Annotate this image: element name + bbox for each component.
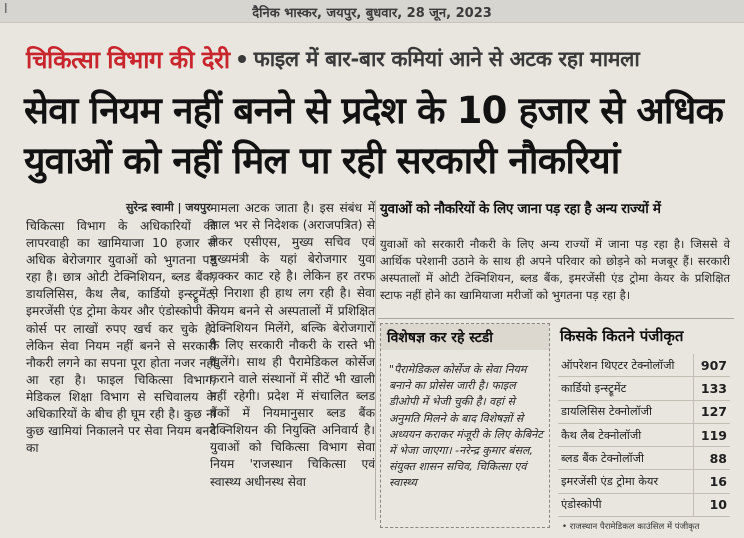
masthead-dateline: दैनिक भास्कर, जयपुर, बुधवार, 28 जून, 2023 xyxy=(252,6,492,21)
kicker-text: फाइल में बार-बार कमियां आने से अटक रहा मामला xyxy=(253,47,640,71)
masthead-bar xyxy=(0,0,744,23)
expert-box xyxy=(380,323,550,528)
registrations-heading: किसके कितने पंजीकृत xyxy=(560,327,684,345)
course-name: ब्लड बैंक टेक्नोलॉजी xyxy=(558,447,694,470)
article-column-1: चिकित्सा विभाग के अधिकारियों की लापरवाही का खामियाजा 10 हजार से अधिक बेरोजगार युवाओं को भुगतना पड़ रहा है। छात्र ओटी टेक्निशियन, ब्लड बैंक, डायलिसिस, कैथ लैब, कार्डियो इन्स्ट्रूमेंट, इमरजेंसी एंड ट्रोमा केयर और एंडोस्कोपी के कोर्स पर लाखों रुपए खर्च कर चुके है। लेकिन सेवा नियम नहीं बनने से सरकारी नौकरी लगने का सपना पूरा होता नजर नहीं आ रहा है। फाइल चिकित्सा विभाग, मेडिकल शिक्षा विभाग से सचिवालय के अधिकारियों के बीच ही घूम रही है। कुछ ना कुछ खामियां निकालने पर सेवा नियम बनने का xyxy=(26,219,216,456)
course-name: डायलिसिस टेक्नोलॉजी xyxy=(558,400,694,423)
registrations-note: • राजस्थान पैरामेडिकल काउंसिल में पंजीकृत xyxy=(562,522,700,533)
column-divider xyxy=(375,200,376,520)
table-row xyxy=(558,470,730,493)
expert-quote: "पैरामेडिकल कोर्सेज के सेवा नियम बनाने का प्रोसेस जारी है। फाइल डीओपी में भेजी चुकी है। वहां से अनुमति मिलने के बाद विशेषज्ञों से अध्ययन कराकर मंजूरी के लिए केबिनेट में भेजा जाएगा। -नरेन्द्र कुमार बंसल, संयुक्त शासन सचिव, चिकित्सा एवं स्वास्थ्य xyxy=(389,363,543,490)
section-divider xyxy=(378,318,734,319)
kicker xyxy=(26,42,726,76)
registration-count: 88 xyxy=(694,447,731,470)
registration-count: 127 xyxy=(694,400,731,423)
article-column-2: मामला अटक जाता है। इस संबंध में साल भर से निदेशक (अराजपत्रित) से लेकर एसीएस, मुख्य सचिव एवं मुख्यमंत्री के यहां बेरोजगार युवा चक्कर काट रहे है। लेकिन हर तरफ से निराशा ही हाथ लग रही है। सेवा नियम बनने से अस्पतालों में प्रशिक्षित टेक्निशियन मिलेंगे, बल्कि बेरोजगारों के लिए सरकारी नौकरी के रास्ते भी खुलेंगे। साथ ही पैरामेडिकल कोर्सेज कराने वाले संस्थानों में सीटें भी खाली नहीं रहेगी। प्रदेश में संचालित ब्लड बैंकों में नियमानुसार ब्लड बैंक टेक्निशियन की नियुक्ति अनिवार्य है। युवाओं को चिकित्सा विभाग सेवा नियम 'राजस्थान चिकित्सा एवं स्वास्थ्य अधीनस्थ सेवा xyxy=(210,201,375,489)
kicker-label: चिकित्सा विभाग की देरी xyxy=(26,45,230,74)
expert-box-heading: विशेषज्ञ कर रहे स्टडी xyxy=(381,324,549,350)
course-name: एंडोस्कोपी xyxy=(558,493,694,516)
table-row xyxy=(558,354,730,377)
sidebar-text: युवाओं को सरकारी नौकरी के लिए अन्य राज्यों में जाना पड़ रहा है। जिससे वे आर्थिक परेशानी उठाने के साथ ही अपने परिवार को छोड़ने को मजबूर हैं। सरकारी अस्पतालों में ओटी टेक्निशियन, ब्लड बैंक, इमरजेंसी एंड ट्रोमा केयर के प्रशिक्षित स्टाफ नहीं होने का खामियाजा मरीजों को भुगतना पड़ रहा है। xyxy=(380,237,730,302)
registrations-table xyxy=(558,354,730,517)
course-name: इमरजेंसी एंड ट्रोमा केयर xyxy=(558,470,694,493)
course-name: ऑपरेशन थिएटर टेक्नोलॉजी xyxy=(558,354,694,377)
headline xyxy=(24,86,729,186)
registrations-box xyxy=(556,323,734,533)
registration-count: 133 xyxy=(694,377,731,400)
table-row xyxy=(558,423,730,446)
course-name: कैथ लैब टेक्नोलॉजी xyxy=(558,423,694,446)
table-row xyxy=(558,377,730,400)
sidebar-heading: युवाओं को नौकरियों के लिए जाना पड़ रहा है अन्य राज्यों में xyxy=(380,201,661,217)
course-name: कार्डियो इन्स्ट्रूमेंट xyxy=(558,377,694,400)
registration-count: 907 xyxy=(694,354,731,377)
registration-count: 119 xyxy=(694,423,731,446)
headline-line-2: युवाओं को नहीं मिल पा रही सरकारी नौकरियां xyxy=(24,139,620,182)
registration-count: 16 xyxy=(694,470,731,493)
page-corner-mark: l xyxy=(4,2,8,17)
registration-count: 10 xyxy=(694,493,731,516)
table-row xyxy=(558,400,730,423)
byline: सुरेन्द्र स्वामी | जयपुर xyxy=(126,201,211,214)
table-row xyxy=(558,447,730,470)
table-row xyxy=(558,493,730,516)
bullet-dot-icon xyxy=(238,55,246,63)
headline-line-1: सेवा नियम नहीं बनने से प्रदेश के 10 हजार से अधिक xyxy=(24,89,724,132)
